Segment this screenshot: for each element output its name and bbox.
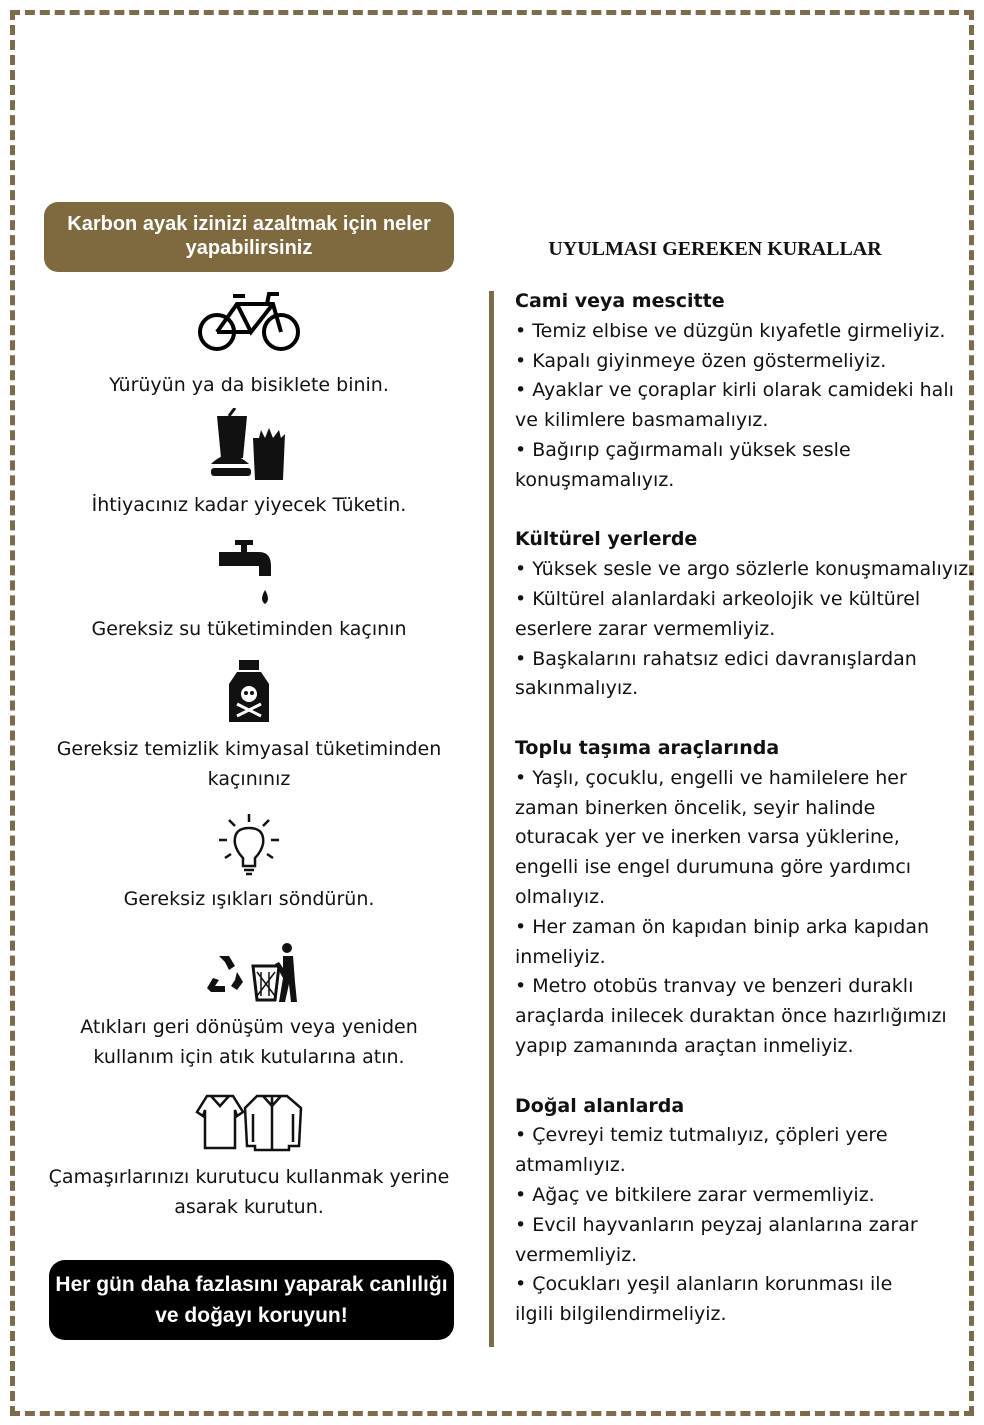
rule-item: • Ayaklar ve çoraplar kirli olarak camideki halı ve kilimlere basmamalıyız. [515,379,954,432]
tip-text: Yürüyün ya da bisiklete binin. [109,374,389,396]
rule-item: • Her zaman ön kapıdan binip arka kapıdan inmeliyiz. [515,915,930,968]
section-heading: Kültürel yerlerde [515,528,698,551]
section-heading: Cami veya mescitte [515,290,725,312]
tip-item [44,812,454,914]
fast-food-icon [209,408,289,484]
tip-text: Gereksiz su tüketiminden kaçının [91,618,407,640]
footer-banner: Her gün daha fazlasını yaparak canlılığı ve doğayı koruyun! [49,1260,454,1340]
poison-bottle-icon [227,660,271,722]
section-heading: Doğal alanlarda [515,1094,685,1117]
tip-item [44,290,454,400]
divider-line [489,291,494,1347]
rule-item: • Temiz elbise ve düzgün kıyafetle girmeliyiz. [515,319,946,342]
rules-section-transport [515,734,970,1062]
tip-item [44,1092,454,1222]
rules-list [515,287,975,1360]
rule-item: • Yaşlı, çocuklu, engelli ve hamilelere her zaman binerken öncelik, seyir halinde oturacak yer ve inerken varsa yüklerine, engelli ise engel durumuna göre yardımcı olmalıyız. [515,766,912,908]
tip-text: İhtiyacınız kadar yiyecek Tüketin. [91,494,407,516]
tip-text: Gereksiz temizlik kimyasal tüketiminden kaçınınız [56,738,442,790]
tip-text: Atıkları geri dönüşüm veya yeniden kullanım için atık kutularına atın. [80,1016,418,1068]
rule-item: • Metro otobüs tranvay ve benzeri duraklı araçlarda inilecek duraktan önce hazırlığımızı yapıp zamanında araçtan inmeliyiz. [515,975,947,1057]
tip-item [44,408,454,520]
light-bulb-icon [217,812,281,878]
section-heading: Toplu taşıma araçlarında [515,736,780,759]
tip-item [44,660,454,794]
rule-item: • Başkalarını rahatsız edici davranışlardan sakınmalıyız. [515,647,917,700]
rules-section-cultural [515,525,975,704]
recycle-trash-icon [199,942,299,1002]
rules-section-nature [515,1092,970,1330]
rule-item: • Yüksek sesle ve argo sözlerle konuşmamalıyız. [515,558,975,581]
panel-header: Karbon ayak izinizi azaltmak için neler yapabilirsiniz [44,202,454,272]
rules-section-mosque [515,287,970,496]
rule-item: • Çevreyi temiz tutmalıyız, çöpleri yere atmamlıyız. [515,1124,888,1177]
rule-item: • Kapalı giyinmeye özen göstermeliyiz. [515,349,887,372]
tip-item [44,540,454,644]
rule-item: • Evcil hayvanların peyzaj alanlarına zarar vermemliyiz. [515,1213,918,1266]
tip-text: Gereksiz ışıkları söndürün. [123,888,375,910]
tip-text: Çamaşırlarınızı kurutucu kullanmak yerine asarak kurutun. [48,1166,450,1218]
rule-item: • Kültürel alanlardaki arkeolojik ve kültürel eserlere zarar vermemliyiz. [515,587,921,640]
bicycle-icon [197,290,301,354]
rule-item: • Bağırıp çağırmamalı yüksek sesle konuşmamalıyız. [515,438,851,491]
carbon-footprint-panel [44,202,454,1327]
water-tap-icon [219,540,279,606]
rules-title: UYULMASI GEREKEN KURALLAR [548,238,882,260]
clothes-icon [193,1092,305,1152]
rule-item: • Ağaç ve bitkilere zarar vermemliyiz. [515,1183,875,1206]
tip-item [44,942,454,1072]
rule-item: • Çocukları yeşil alanların korunması ile ilgili bilgilendirmeliyiz. [515,1273,893,1326]
